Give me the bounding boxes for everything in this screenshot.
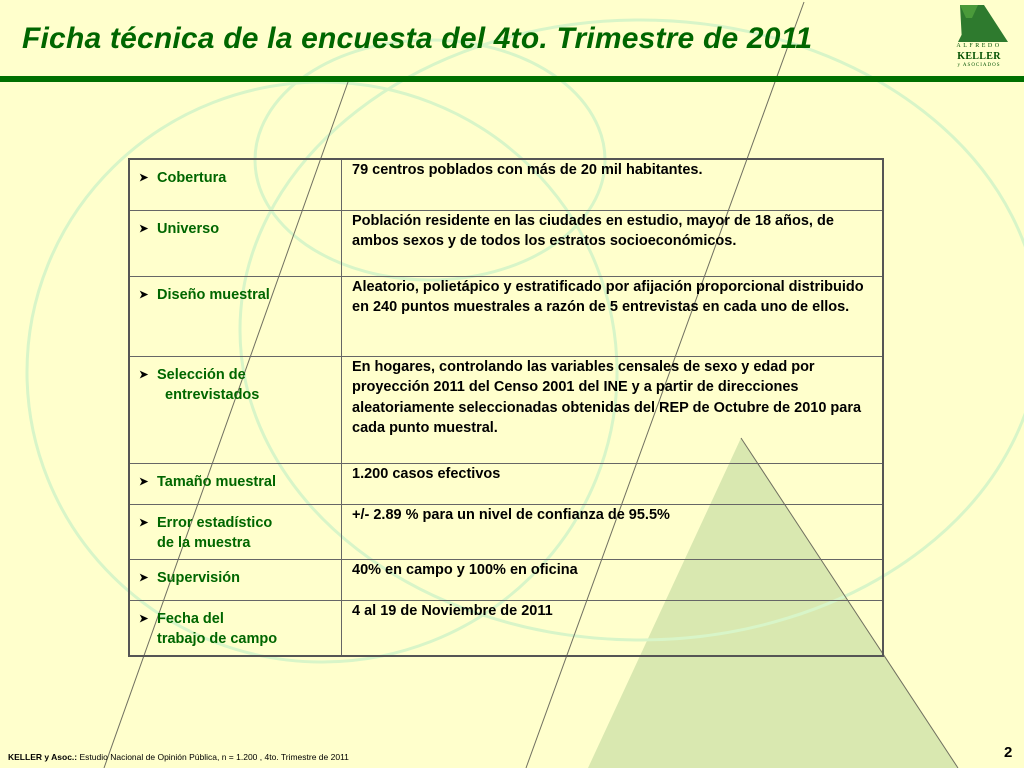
table-row xyxy=(129,159,883,210)
row-value: Aleatorio, polietápico y estratificado por afijación proporcional distribuido en 240 puntos muestrales a razón de 5 entrevistas en cada uno de ellos. xyxy=(342,276,884,356)
page-number: 2 xyxy=(1004,744,1013,761)
row-value: En hogares, controlando las variables censales de sexo y edad por proyección 2011 del Censo 2001 del INE y a partir de direcciones aleatoriamente seleccionadas obtenidas del REP de Octubre de 2010 para cada punto muestral. xyxy=(342,356,884,463)
table-row xyxy=(129,463,883,504)
row-label-cell xyxy=(129,356,342,463)
table-row xyxy=(129,559,883,600)
row-label: Universo xyxy=(157,220,220,237)
table-row xyxy=(129,276,883,356)
logo-mark-icon xyxy=(948,4,1010,44)
row-value: 1.200 casos efectivos xyxy=(342,463,884,504)
row-label-cell xyxy=(129,559,342,600)
slide-title: Ficha técnica de la encuesta del 4to. Trimestre de 2011 xyxy=(22,22,813,55)
footer-brand: KELLER y Asoc.: xyxy=(8,752,78,762)
arrowhead-bullet-icon: ➤ xyxy=(139,288,149,301)
keller-logo xyxy=(948,4,1010,74)
table-row xyxy=(129,210,883,276)
table-row xyxy=(129,356,883,463)
footer-text: Estudio Nacional de Opinión Pública, n = 1.200 , 4to. Trimestre de 2011 xyxy=(77,752,349,762)
row-value: Población residente en las ciudades en estudio, mayor de 18 años, de ambos sexos y de todos los estratos socioeconómicos. xyxy=(342,210,884,276)
arrowhead-bullet-icon: ➤ xyxy=(139,368,149,381)
table-row xyxy=(129,600,883,656)
row-value: 79 centros poblados con más de 20 mil habitantes. xyxy=(342,159,884,210)
row-label: Error estadístico de la muestra xyxy=(157,514,273,551)
row-label-cell xyxy=(129,159,342,210)
arrowhead-bullet-icon: ➤ xyxy=(139,172,149,184)
row-label: Tamaño muestral xyxy=(157,473,276,490)
row-label-cell xyxy=(129,210,342,276)
row-label: Supervisión xyxy=(157,569,240,586)
arrowhead-bullet-icon: ➤ xyxy=(139,516,149,529)
row-label: Selección de entrevistados xyxy=(157,366,260,403)
title-divider xyxy=(0,76,1024,82)
row-value: 40% en campo y 100% en oficina xyxy=(342,559,884,600)
table-row xyxy=(129,504,883,559)
row-value: +/- 2.89 % para un nivel de confianza de 95.5% xyxy=(342,504,884,559)
logo-text-top: ALFREDO xyxy=(956,43,1002,49)
arrowhead-bullet-icon: ➤ xyxy=(139,571,149,584)
arrowhead-bullet-icon: ➤ xyxy=(139,475,149,488)
row-value: 4 al 19 de Noviembre de 2011 xyxy=(342,600,884,656)
row-label-cell xyxy=(129,276,342,356)
footer-note xyxy=(8,752,349,762)
logo-text-name: KELLER xyxy=(957,51,1001,62)
row-label-cell xyxy=(129,504,342,559)
row-label: Cobertura xyxy=(157,170,227,186)
row-label-cell xyxy=(129,600,342,656)
arrowhead-bullet-icon: ➤ xyxy=(139,222,149,235)
logo-text-bottom: y ASOCIADOS xyxy=(957,63,1001,68)
row-label: Fecha del trabajo de campo xyxy=(157,610,278,647)
row-label-cell xyxy=(129,463,342,504)
arrowhead-bullet-icon: ➤ xyxy=(139,612,149,625)
row-label: Diseño muestral xyxy=(157,286,270,303)
technical-sheet-table xyxy=(128,158,884,657)
